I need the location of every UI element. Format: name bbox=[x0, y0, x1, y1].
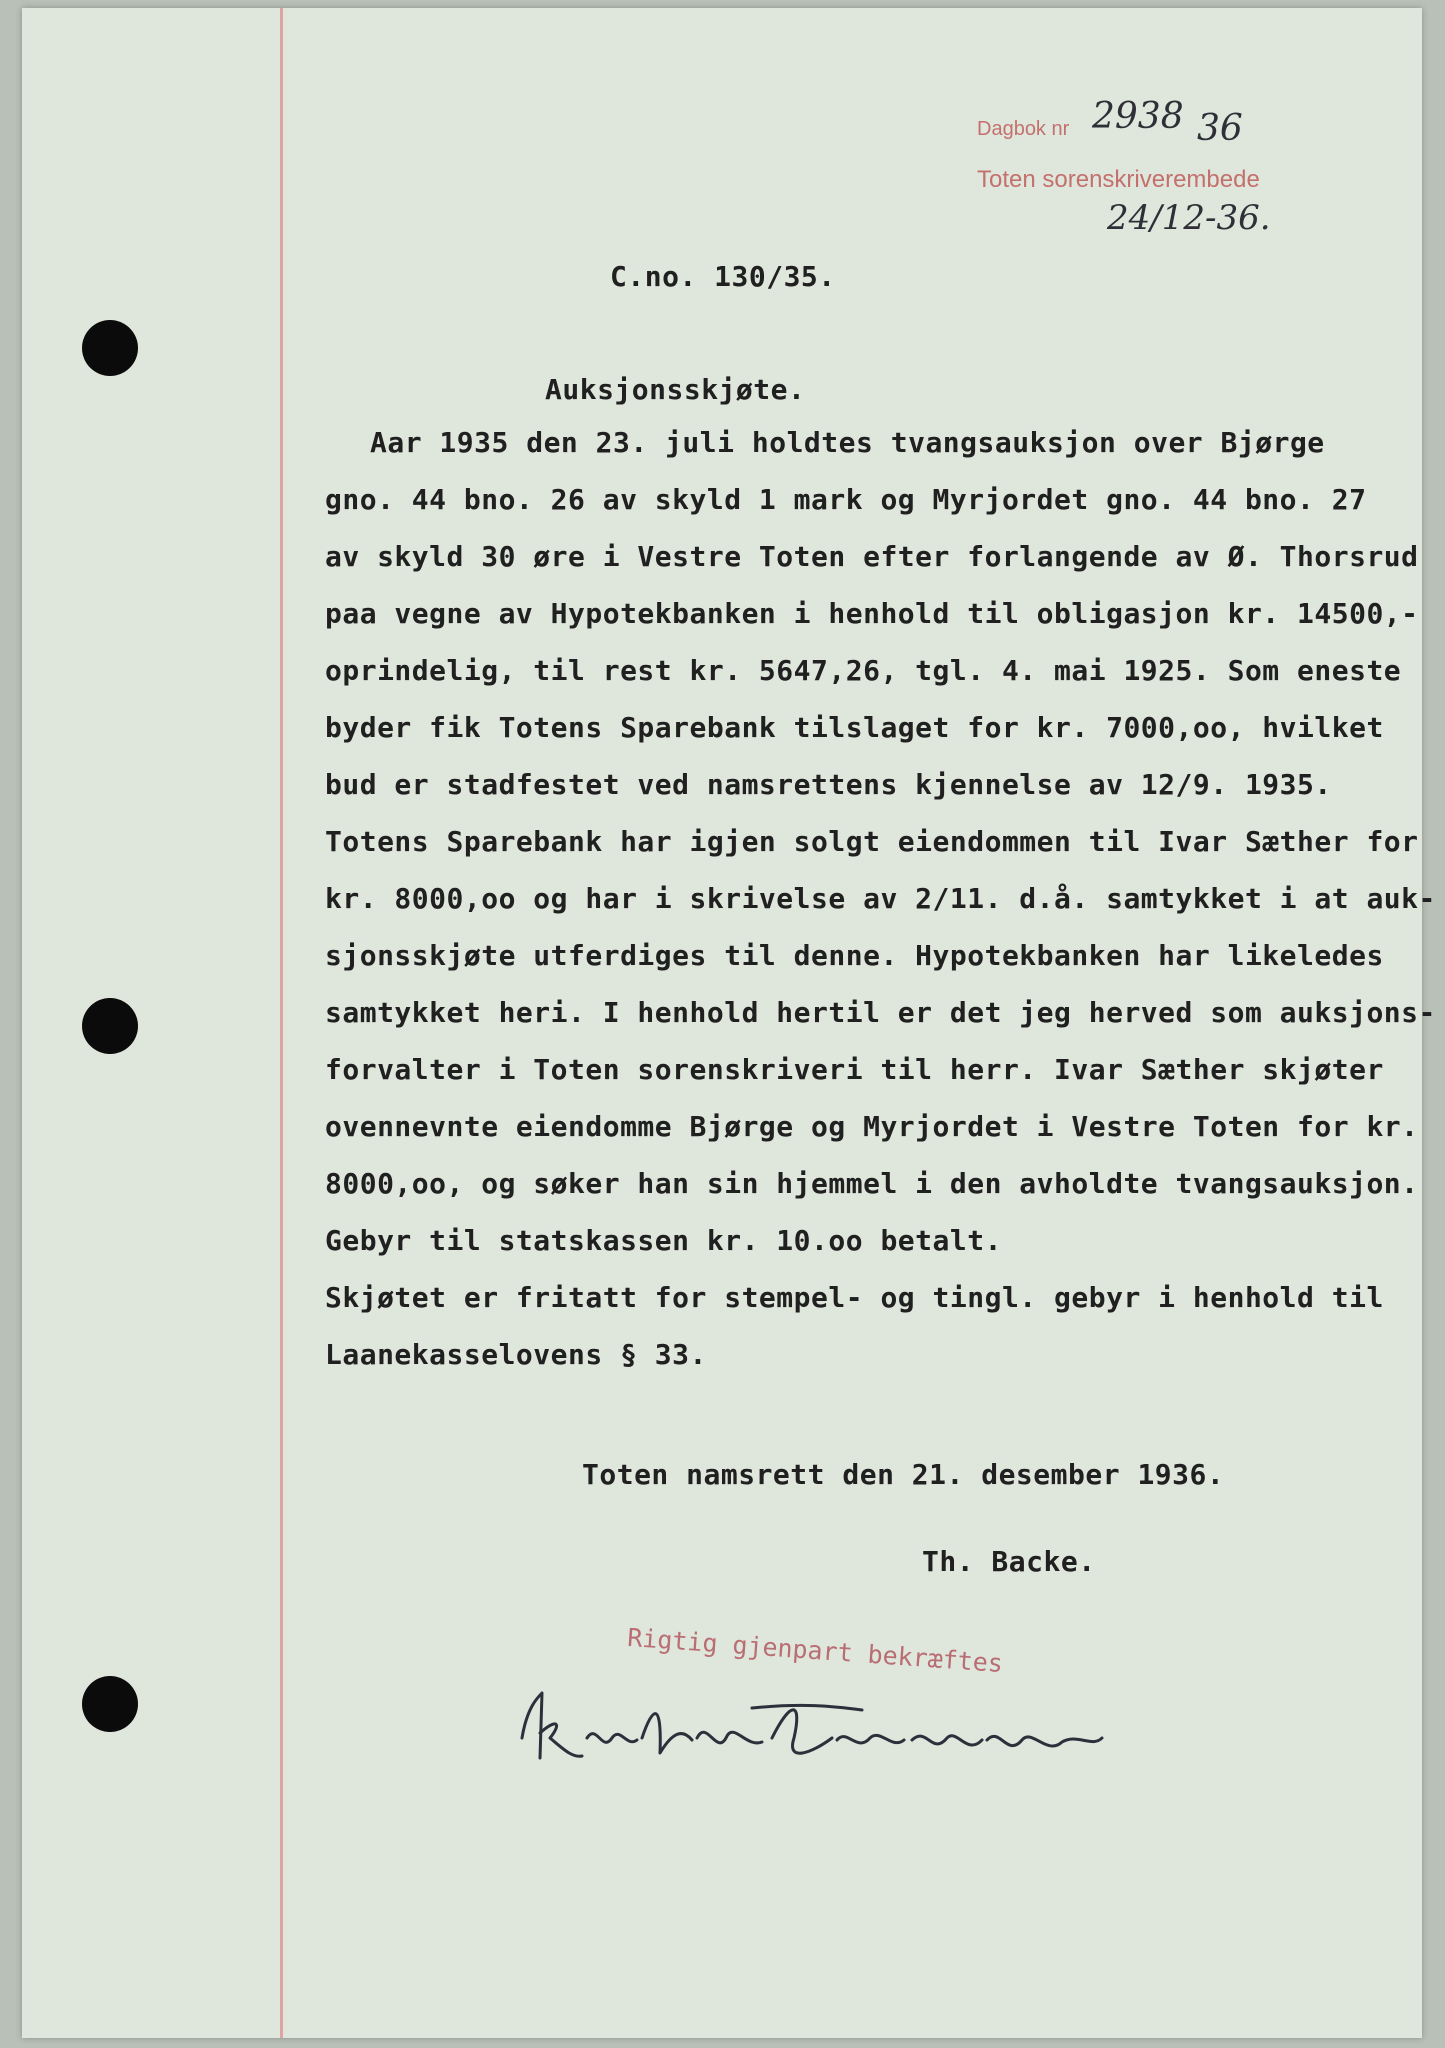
text-line: av skyld 30 øre i Vestre Toten efter forlangende av Ø. Thorsrud bbox=[325, 540, 1419, 573]
text-line: byder fik Totens Sparebank tilslaget for kr. 7000,oo, hvilket bbox=[325, 711, 1384, 744]
deed-text bbox=[325, 414, 1436, 1383]
certification-stamp: Rigtig gjenpart bekræftes bbox=[626, 1622, 1004, 1679]
case-number: C.no. 130/35. bbox=[610, 260, 836, 293]
signatory: Th. Backe. bbox=[922, 1545, 1096, 1578]
text-line: Laanekasselovens § 33. bbox=[325, 1338, 707, 1371]
dagbok-year: 36 bbox=[1197, 108, 1243, 149]
punch-hole bbox=[82, 320, 138, 376]
handwritten-signature bbox=[502, 1678, 1162, 1788]
text-line: Aar 1935 den 23. juli holdtes tvangsauksjon over Bjørge bbox=[370, 426, 1325, 459]
text-line: Gebyr til statskassen kr. 10.oo betalt. bbox=[325, 1224, 1002, 1257]
text-line: 8000,oo, og søker han sin hjemmel i den avholdte tvangsauksjon. bbox=[325, 1167, 1419, 1200]
place-date: Toten namsrett den 21. desember 1936. bbox=[582, 1458, 1225, 1491]
document-page bbox=[22, 8, 1436, 2038]
text-line: oprindelig, til rest kr. 5647,26, tgl. 4. mai 1925. Som eneste bbox=[325, 654, 1402, 687]
margin-line bbox=[280, 8, 283, 2038]
text-line: paa vegne av Hypotekbanken i henhold til obligasjon kr. 14500,- bbox=[325, 597, 1419, 630]
office-stamp: Toten sorenskriverembede bbox=[977, 166, 1260, 193]
dagbok-number: 2938 bbox=[1092, 96, 1184, 137]
punch-hole bbox=[82, 998, 138, 1054]
text-line: Skjøtet er fritatt for stempel- og tingl. gebyr i henhold til bbox=[325, 1281, 1384, 1314]
text-line: gno. 44 bno. 26 av skyld 1 mark og Myrjordet gno. 44 bno. 27 bbox=[325, 483, 1367, 516]
text-line: samtykket heri. I henhold hertil er det jeg herved som auksjons- bbox=[325, 996, 1436, 1029]
punch-hole bbox=[82, 1676, 138, 1732]
text-line: bud er stadfestet ved namsrettens kjennelse av 12/9. 1935. bbox=[325, 768, 1332, 801]
text-line: Totens Sparebank har igjen solgt eiendommen til Ivar Sæther for bbox=[325, 825, 1419, 858]
text-line: sjonsskjøte utferdiges til denne. Hypotekbanken har likeledes bbox=[325, 939, 1384, 972]
text-line: kr. 8000,oo og har i skrivelse av 2/11. d.å. samtykket i at auk- bbox=[325, 882, 1436, 915]
dagbok-label: Dagbok nr bbox=[977, 118, 1070, 140]
stamp-date: 24/12-36. bbox=[1107, 198, 1271, 238]
document-title: Auksjonsskjøte. bbox=[545, 373, 806, 406]
text-line: forvalter i Toten sorenskriveri til herr. Ivar Sæther skjøter bbox=[325, 1053, 1384, 1086]
text-line: ovennevnte eiendomme Bjørge og Myrjordet i Vestre Toten for kr. bbox=[325, 1110, 1419, 1143]
